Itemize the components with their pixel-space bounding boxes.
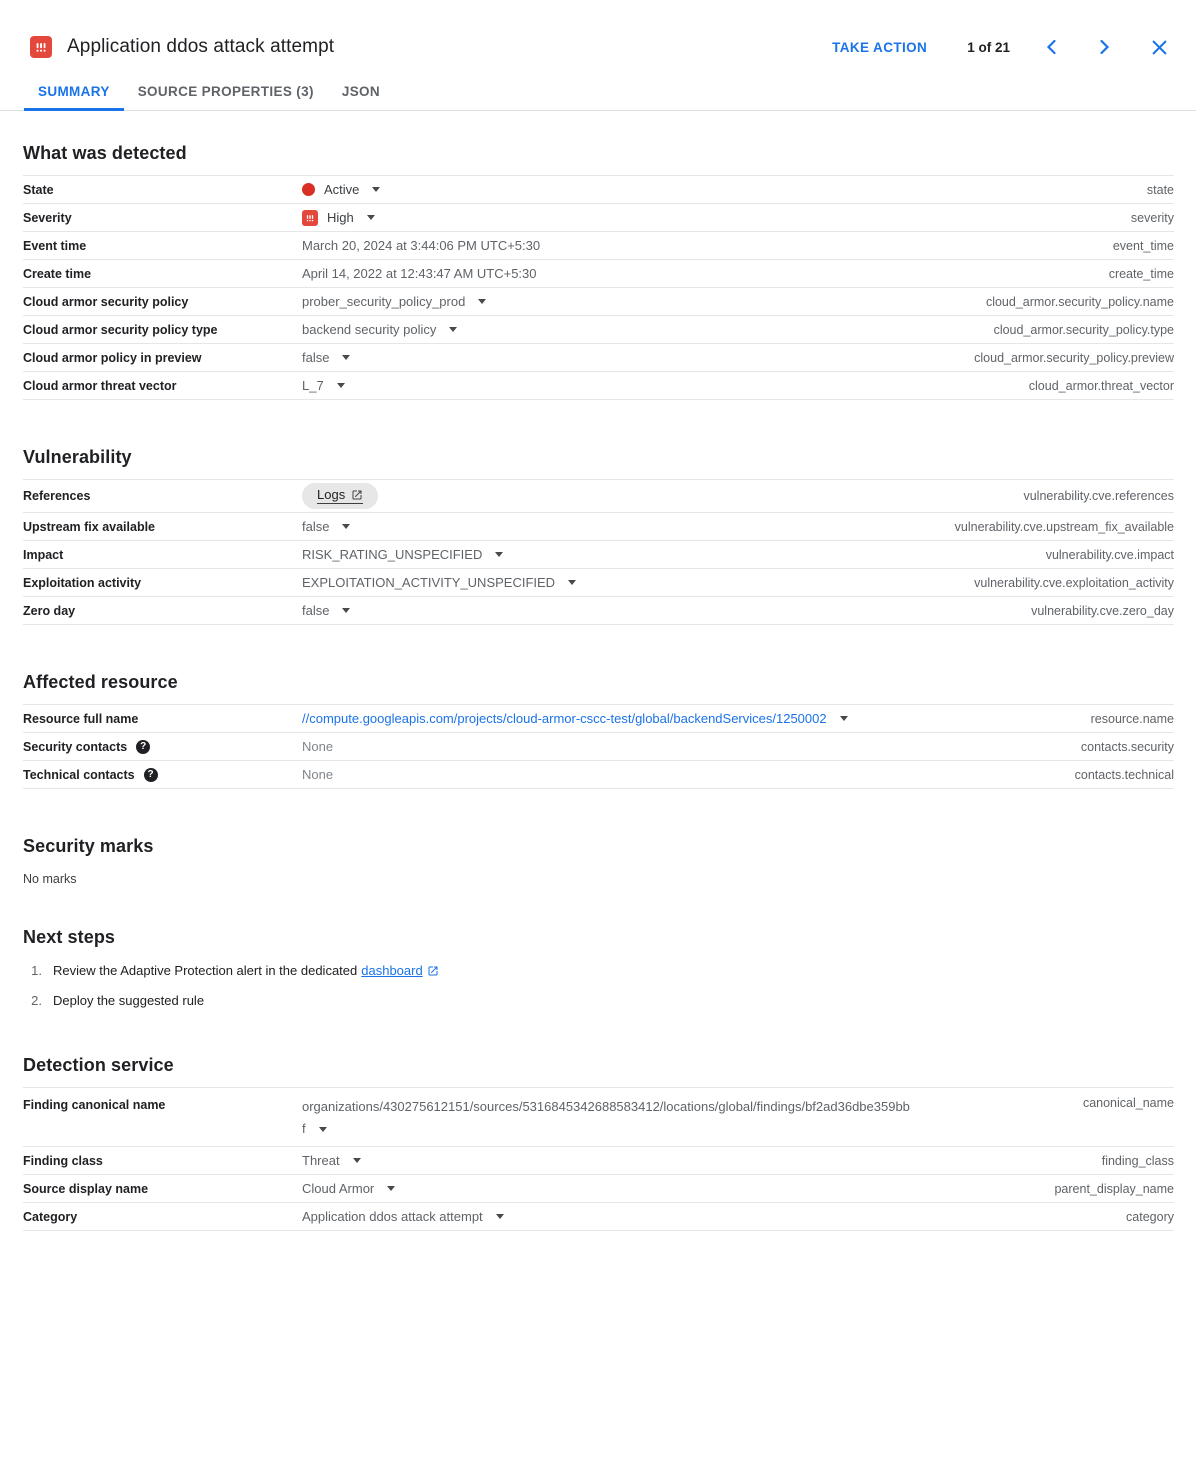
section-what-was-detected: [23, 143, 1174, 400]
field-label: Technical contacts ?: [23, 768, 302, 782]
table-row-state: [23, 176, 1174, 204]
chevron-right-icon: [1099, 39, 1111, 55]
impact-dropdown[interactable]: [302, 547, 503, 562]
section-title: Security marks: [23, 836, 154, 856]
step-text: Review the Adaptive Protection alert in the dedicated: [53, 963, 358, 978]
field-value: false: [302, 350, 330, 365]
finding-class-dropdown[interactable]: [302, 1153, 361, 1168]
chevron-down-icon: [319, 1127, 327, 1132]
field-label: Cloud armor security policy: [23, 294, 189, 309]
canonical-name-dropdown[interactable]: [302, 1096, 950, 1140]
list-item: [23, 963, 1174, 978]
field-label: Upstream fix available: [23, 519, 156, 534]
table-row-threat-vector: [23, 372, 1174, 400]
chevron-down-icon: [353, 1158, 361, 1163]
step-number: 1.: [31, 963, 42, 978]
logs-link-chip[interactable]: [302, 483, 378, 509]
next-finding-button[interactable]: [1092, 34, 1118, 60]
severity-glyph: [305, 213, 315, 223]
dashboard-link[interactable]: dashboard: [361, 963, 438, 978]
table-row-policy-preview: [23, 344, 1174, 372]
tab-source-properties[interactable]: SOURCE PROPERTIES (3): [137, 84, 314, 99]
policy-preview-dropdown[interactable]: [302, 350, 350, 365]
field-value: High: [327, 210, 354, 225]
field-value: prober_security_policy_prod: [302, 294, 466, 309]
table-row-event-time: [23, 232, 1174, 260]
field-label: Finding canonical name: [23, 1098, 166, 1112]
chevron-down-icon: [568, 580, 576, 585]
state-dropdown[interactable]: [302, 182, 380, 197]
field-value: EXPLOITATION_ACTIVITY_UNSPECIFIED: [302, 575, 556, 590]
table-row-resource-full-name: [23, 705, 1174, 733]
tab-json[interactable]: JSON: [341, 84, 381, 99]
field-path: vulnerability.cve.impact: [1045, 547, 1174, 562]
field-label: Finding class: [23, 1153, 103, 1168]
detected-table: [23, 175, 1174, 400]
table-row-canonical-name: [23, 1088, 1174, 1147]
field-path: event_time: [1112, 238, 1174, 253]
chevron-down-icon: [342, 355, 350, 360]
field-path: canonical_name: [1082, 1096, 1174, 1110]
field-value: March 20, 2024 at 3:44:06 PM UTC+5:30: [302, 238, 541, 253]
section-title: Next steps: [23, 927, 116, 947]
table-row-security-policy: [23, 288, 1174, 316]
field-label: Impact: [23, 547, 64, 562]
field-label: Category: [23, 1209, 78, 1224]
help-icon[interactable]: ?: [136, 740, 150, 754]
section-security-marks: [23, 836, 1174, 886]
field-value: None: [302, 767, 334, 782]
field-value-line1: organizations/430275612151/sources/5316845342688583412/locations/global/findings/bf2ad36dbe359bb: [302, 1099, 910, 1114]
threat-vector-dropdown[interactable]: [302, 378, 345, 393]
section-detection-service: [23, 1055, 1174, 1231]
table-row-severity: [23, 204, 1174, 232]
field-path: cloud_armor.threat_vector: [1028, 378, 1174, 393]
field-label: Exploitation activity: [23, 575, 142, 590]
field-label: Severity: [23, 210, 72, 225]
table-row-category: [23, 1203, 1174, 1231]
section-affected-resource: [23, 672, 1174, 789]
field-label: Zero day: [23, 603, 76, 618]
severity-glyph: [34, 40, 48, 54]
section-title: What was detected: [23, 143, 187, 163]
pagination-label: 1 of 21: [967, 39, 1010, 55]
external-link-icon: [351, 489, 363, 501]
field-value: backend security policy: [302, 322, 437, 337]
field-path: vulnerability.cve.upstream_fix_available: [954, 519, 1174, 534]
chevron-down-icon: [342, 524, 350, 529]
table-row-security-contacts: [23, 733, 1174, 761]
list-item: [23, 993, 1174, 1008]
section-title: Vulnerability: [23, 447, 132, 467]
field-value: Threat: [302, 1153, 340, 1168]
field-path: category: [1126, 1209, 1174, 1224]
affected-resource-table: [23, 704, 1174, 789]
take-action-button[interactable]: TAKE ACTION: [832, 39, 928, 55]
field-path: state: [1146, 182, 1174, 197]
resource-link[interactable]: //compute.googleapis.com/projects/cloud-armor-cscc-test/global/backendServices/1250002: [302, 711, 827, 726]
step-text: Deploy the suggested rule: [53, 993, 205, 1008]
field-path: severity: [1130, 210, 1174, 225]
active-state-dot-icon: [302, 183, 315, 196]
security-policy-dropdown[interactable]: [302, 294, 486, 309]
field-value: false: [302, 519, 330, 534]
field-label: Cloud armor security policy type: [23, 322, 218, 337]
chevron-down-icon: [342, 608, 350, 613]
field-value-line2: f: [302, 1121, 306, 1136]
field-value: false: [302, 603, 330, 618]
chevron-down-icon: [449, 327, 457, 332]
field-value: L_7: [302, 378, 324, 393]
chevron-down-icon: [367, 215, 375, 220]
field-path: vulnerability.cve.references: [1023, 489, 1174, 503]
field-value: Active: [324, 182, 360, 197]
table-row-impact: [23, 541, 1174, 569]
chevron-down-icon: [496, 1214, 504, 1219]
table-row-exploitation-activity: [23, 569, 1174, 597]
table-row-upstream-fix: [23, 513, 1174, 541]
chevron-down-icon: [337, 383, 345, 388]
field-path: finding_class: [1101, 1153, 1174, 1168]
severity-high-icon: [30, 36, 52, 58]
field-value: None: [302, 739, 334, 754]
finding-header: [0, 0, 1196, 60]
field-path: contacts.technical: [1074, 767, 1174, 782]
section-next-steps: [23, 927, 1174, 1008]
field-label: Security contacts ?: [23, 740, 302, 754]
step-number: 2.: [31, 993, 42, 1008]
exploitation-activity-dropdown[interactable]: [302, 575, 576, 590]
field-path: contacts.security: [1080, 739, 1174, 754]
table-row-finding-class: [23, 1147, 1174, 1175]
table-row-technical-contacts: [23, 761, 1174, 789]
section-vulnerability: [23, 447, 1174, 625]
field-label: References: [23, 489, 91, 503]
zero-day-dropdown[interactable]: [302, 603, 350, 618]
table-row-source-display-name: [23, 1175, 1174, 1203]
source-display-name-dropdown[interactable]: [302, 1181, 395, 1196]
field-path: resource.name: [1090, 711, 1174, 726]
no-marks-text: No marks: [23, 872, 77, 886]
tab-bar: [0, 73, 1196, 111]
chevron-down-icon: [372, 187, 380, 192]
category-dropdown[interactable]: [302, 1209, 504, 1224]
help-icon[interactable]: ?: [144, 768, 158, 782]
field-path: vulnerability.cve.zero_day: [1031, 603, 1174, 618]
chevron-down-icon: [387, 1186, 395, 1191]
field-path: parent_display_name: [1054, 1181, 1174, 1196]
vulnerability-table: [23, 479, 1174, 625]
next-steps-list: [23, 963, 1174, 1008]
field-label: Create time: [23, 266, 92, 281]
severity-dropdown[interactable]: [302, 210, 375, 226]
table-row-zero-day: [23, 597, 1174, 625]
logs-label: Logs: [317, 487, 346, 502]
table-row-security-policy-type: [23, 316, 1174, 344]
prev-finding-button[interactable]: [1038, 34, 1064, 60]
field-value: April 14, 2022 at 12:43:47 AM UTC+5:30: [302, 266, 537, 281]
chevron-down-icon: [840, 716, 848, 721]
resource-name-dropdown[interactable]: [302, 711, 848, 726]
section-title: Affected resource: [23, 672, 178, 692]
chevron-left-icon: [1045, 39, 1057, 55]
field-label: Resource full name: [23, 711, 139, 726]
field-value: RISK_RATING_UNSPECIFIED: [302, 547, 483, 562]
close-button[interactable]: [1146, 34, 1172, 60]
policy-type-dropdown[interactable]: [302, 322, 457, 337]
external-link-icon: [427, 965, 439, 977]
field-label: State: [23, 182, 54, 197]
field-value: Application ddos attack attempt: [302, 1209, 483, 1224]
chevron-down-icon: [478, 299, 486, 304]
severity-high-icon: [302, 210, 318, 226]
tab-summary[interactable]: SUMMARY: [24, 73, 124, 110]
field-label: Event time: [23, 238, 87, 253]
field-path: create_time: [1108, 266, 1174, 281]
field-label: Cloud armor threat vector: [23, 378, 177, 393]
summary-content: [0, 143, 1196, 1231]
field-label: Cloud armor policy in preview: [23, 350, 202, 365]
field-path: cloud_armor.security_policy.preview: [974, 350, 1174, 365]
table-row-references: [23, 480, 1174, 513]
field-label: Source display name: [23, 1181, 149, 1196]
detection-service-table: [23, 1087, 1174, 1231]
section-title: Detection service: [23, 1055, 174, 1075]
field-path: cloud_armor.security_policy.name: [985, 294, 1174, 309]
page-title: Application ddos attack attempt: [67, 36, 335, 57]
field-path: cloud_armor.security_policy.type: [993, 322, 1174, 337]
field-value: Cloud Armor: [302, 1181, 375, 1196]
upstream-fix-dropdown[interactable]: [302, 519, 350, 534]
field-path: vulnerability.cve.exploitation_activity: [974, 575, 1174, 590]
table-row-create-time: [23, 260, 1174, 288]
close-icon: [1152, 40, 1167, 55]
header-actions: [832, 34, 1172, 60]
chevron-down-icon: [495, 552, 503, 557]
